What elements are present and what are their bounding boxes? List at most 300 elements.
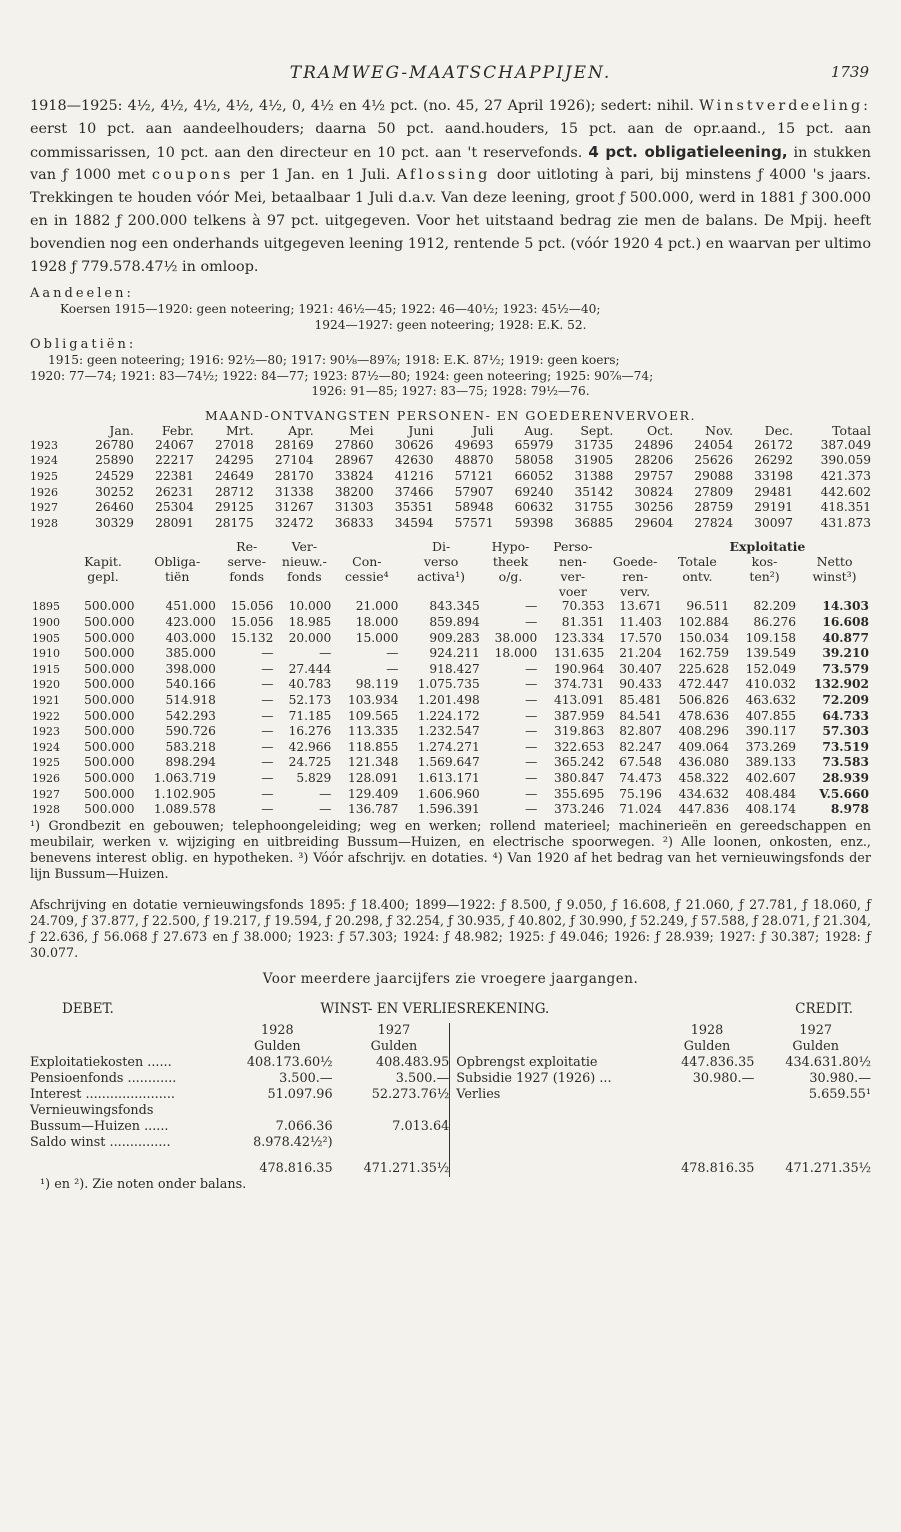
maand-header-row — [30, 423, 871, 438]
wv-debit-1928: 408.173.60½ — [246, 1054, 333, 1070]
maand-cell: 418.351 — [820, 500, 871, 515]
maand-cell: 32472 — [274, 515, 314, 530]
maand-year: 1927 — [30, 501, 58, 515]
exploit-year: 1926 — [32, 771, 60, 785]
exploit-year: 1925 — [32, 756, 60, 770]
maand-row — [30, 516, 871, 532]
maand-cell: 58948 — [454, 500, 494, 515]
wv-row — [30, 1055, 871, 1071]
exploit-cell: 139.549 — [745, 646, 797, 661]
exploit-cell: 14.303 — [822, 599, 869, 614]
maand-row — [30, 500, 871, 516]
exploit-cell: 898.294 — [165, 755, 216, 770]
exploit-cell: 113.335 — [347, 724, 399, 739]
exploit-cell: — — [261, 786, 274, 801]
exploit-row — [30, 709, 871, 725]
exploit-cell: 57.303 — [822, 724, 869, 739]
wv-row — [30, 1071, 871, 1087]
maand-cell: 22217 — [155, 453, 194, 468]
maand-cell: 38200 — [334, 484, 374, 499]
h-verv: verv. — [620, 584, 651, 600]
wv-d-1927: 1927 — [377, 1022, 411, 1038]
coupons-label: coupons — [151, 167, 234, 184]
exploit-cell: 67.548 — [619, 755, 662, 770]
exploit-cell: 40.783 — [288, 677, 332, 692]
exploit-cell: 40.877 — [822, 630, 869, 645]
exploit-table-body — [30, 599, 871, 817]
maand-cell: 24896 — [634, 437, 674, 452]
exploit-row — [30, 677, 871, 693]
exploit-cell: 18.985 — [288, 615, 332, 630]
month-header: Nov. — [705, 422, 734, 438]
wv-heading-row — [30, 1001, 871, 1023]
exploit-cell: 15.056 — [230, 615, 274, 630]
exploit-cell: 24.725 — [288, 755, 332, 770]
exploit-cell: 583.218 — [165, 739, 216, 754]
exploit-cell: 16.608 — [822, 615, 869, 630]
exploit-cell: 1.274.271 — [417, 739, 480, 754]
exploit-cell: 109.565 — [347, 708, 399, 723]
exploit-row — [30, 802, 871, 818]
h-activa: activa¹) — [417, 569, 466, 585]
exploit-row — [30, 724, 871, 740]
exploit-cell: 408.484 — [745, 786, 797, 801]
exploit-cell: 542.293 — [165, 708, 216, 723]
h-con: Con- — [352, 554, 382, 570]
maand-table-title: MAAND-ONTVANGSTEN PERSONEN- EN GOEDERENVERVOER. — [204, 407, 696, 423]
wv-debit-label: Bussum—Huizen ...... — [30, 1118, 169, 1134]
exploit-cell: 909.283 — [429, 630, 480, 645]
maand-cell: 29757 — [634, 469, 674, 484]
stukken-text: in stukken van ƒ 1000 met — [30, 144, 872, 184]
maand-header-year — [30, 423, 74, 438]
exploit-cell: 70.353 — [561, 599, 605, 614]
exploit-cell: — — [525, 770, 538, 785]
exploit-cell: 73.579 — [822, 661, 869, 676]
exploit-cell: 500.000 — [84, 677, 135, 692]
wv-debit-label: Exploitatiekosten ...... — [30, 1054, 172, 1070]
h-ren: ren- — [622, 569, 648, 585]
h-empty — [333, 584, 400, 599]
h-di: Di- — [431, 539, 451, 555]
exploit-row — [30, 615, 871, 631]
h-ontv: ontv. — [682, 569, 713, 585]
exploit-cell: 319.863 — [553, 724, 605, 739]
wv-credit-1927 — [754, 1119, 871, 1135]
exploit-cell: 15.056 — [230, 599, 274, 614]
maand-cell: 24067 — [155, 437, 194, 452]
maand-cell: 28712 — [214, 484, 254, 499]
exploit-cell: — — [525, 739, 538, 754]
exploit-cell: — — [525, 615, 538, 630]
exploit-cell: 500.000 — [84, 693, 135, 707]
exploit-cell: 500.000 — [84, 739, 135, 754]
exploit-cell: 118.855 — [347, 739, 399, 754]
h-empty — [30, 554, 69, 569]
exploit-header-row-1 — [30, 539, 871, 554]
maand-cell: 24054 — [694, 437, 734, 452]
month-header: Mei — [349, 422, 374, 438]
obligatien-heading: Obligatiën: — [30, 337, 137, 353]
exploit-cell: 410.032 — [745, 677, 797, 692]
maand-cell: 31905 — [574, 453, 614, 468]
exploit-row — [30, 740, 871, 756]
maand-cell: 31338 — [274, 484, 314, 499]
exploit-cell: — — [261, 739, 274, 754]
exploit-cell: 500.000 — [84, 770, 135, 785]
h-og: o/g. — [498, 569, 523, 585]
maand-cell: 36833 — [334, 515, 374, 530]
exploit-cell: 96.511 — [686, 599, 729, 614]
wv-credit: CREDIT. — [795, 1000, 853, 1017]
exploit-cell: 500.000 — [84, 802, 135, 817]
exploit-year: 1924 — [32, 740, 60, 754]
winst-verliesrekening — [30, 1001, 871, 1177]
exploit-cell: 514.918 — [165, 693, 216, 707]
wv-debet: DEBET. — [62, 1000, 114, 1017]
dividend-paragraph — [30, 95, 871, 278]
wv-gulden-row — [30, 1039, 871, 1055]
h-empty — [664, 584, 731, 599]
wv-d-1928: 1928 — [261, 1022, 294, 1038]
wv-debit-1928: 51.097.96 — [267, 1086, 333, 1102]
wv-credit-label: Subsidie 1927 (1926) ... — [456, 1070, 612, 1086]
exploit-row — [30, 771, 871, 787]
h-empty — [731, 584, 798, 599]
maand-cell: 390.059 — [820, 453, 871, 468]
exploit-cell: 355.695 — [553, 786, 605, 801]
afschrijving-paragraph: Afschrijving en dotatie vernieuwingsfonds 1895: ƒ 18.400; 1899—1922: ƒ 8.500, ƒ 9.050, ƒ 16.608, ƒ 21.060, ƒ 27.781, ƒ 18.060, ƒ 24.709, ƒ 37.877, ƒ 22.500, ƒ 19.217, ƒ 19.594, ƒ 20.298, ƒ 32.254, ƒ 30.935, ƒ 40.802, ƒ 30.990, ƒ 52.249, ƒ 57.588, ƒ 28.071, ƒ 21.304, ƒ 22.636, ƒ 56.068 ƒ 27.673 en ƒ 38.000; 1923: ƒ 57.303; 1924: ƒ 48.982; 1925: ƒ 49.046; 1926: ƒ 28.939; 1927: ƒ 30.387; 1928: ƒ 30.077. — [30, 896, 871, 960]
exploit-cell: 1.063.719 — [153, 770, 216, 785]
exploit-cell: 225.628 — [678, 661, 729, 676]
winstverdeeling-label: Winstverdeeling: — [699, 98, 872, 114]
exploit-cell: 500.000 — [84, 646, 135, 661]
h-obliga: Obliga- — [154, 554, 201, 570]
exploit-row — [30, 599, 871, 615]
maand-table-body — [30, 438, 871, 532]
maand-cell: 48870 — [454, 453, 494, 468]
exploit-row — [30, 693, 871, 709]
exploit-cell: 506.826 — [678, 693, 729, 707]
exploit-cell: 590.726 — [165, 724, 216, 739]
exploit-cell: 8.978 — [830, 802, 869, 817]
maand-cell: 25304 — [155, 500, 194, 515]
maand-cell: 31735 — [574, 437, 614, 452]
wv-credit-1928 — [654, 1135, 755, 1151]
h-fonds2: fonds — [287, 569, 322, 585]
exploit-cell: 18.000 — [494, 646, 538, 661]
maand-row — [30, 469, 871, 485]
exploit-cell: 1.606.960 — [417, 786, 480, 801]
h-totale: Totale — [678, 554, 717, 570]
exploit-cell: 132.902 — [813, 677, 869, 692]
exploit-cell: 436.080 — [678, 755, 729, 770]
wv-total-row — [30, 1151, 871, 1177]
month-header: Sept. — [580, 422, 614, 438]
exploit-cell: — — [386, 646, 399, 661]
wv-body — [30, 1055, 871, 1151]
obligatien-koersen-2: 1920: 77—74; 1921: 83—74½; 1922: 84—77; 1923: 87½—80; 1924: geen noteering; 1925: 90⅞—74; — [30, 368, 654, 383]
month-header: Aug. — [524, 422, 554, 438]
wv-total-d-1927: 471.271.35½ — [363, 1160, 450, 1176]
h-empty — [482, 584, 540, 599]
maand-year: 1926 — [30, 485, 58, 499]
h-voer: voer — [558, 584, 587, 600]
maand-cell: 27104 — [274, 453, 314, 468]
wv-credit-label — [456, 1103, 653, 1119]
maand-cell: 26460 — [95, 500, 134, 515]
h-empty — [400, 584, 481, 599]
exploit-cell: 152.049 — [745, 661, 797, 676]
exploit-cell: 73.519 — [822, 739, 869, 754]
aflossing-text: door uitloting à pari, bij minstens ƒ 4000 's jaars. Trekkingen te houden vóór Mei, betaalbaar 1 Juli d.a.v. Van deze leening, groot ƒ 500.000, werd in 1881 ƒ 300.000 en in 1882 ƒ 200.000 telkens à 97 pct. uitgegeven. Voor het uitstaand bedrag zie men de balans. De Mpij. heeft bovendien nog een onderhands uitgegeven leening 1912, rentende 5 pct. (vóór 1920 4 pct.) en waarvan per ultimo 1928 ƒ 779.578.47½ in omloop. — [30, 167, 871, 275]
wv-d-gulden: Gulden — [254, 1038, 301, 1054]
wv-empty — [456, 1023, 653, 1039]
exploit-cell: — — [319, 802, 332, 817]
maand-cell: 60632 — [514, 500, 554, 515]
maand-cell: 24295 — [214, 453, 254, 468]
aandeelen-koersen-1: Koersen 1915—1920: geen noteering; 1921: 46½—45; 1922: 46—40½; 1923: 45½—40; — [60, 302, 601, 317]
wv-debit-1927: 52.273.76½ — [371, 1086, 450, 1102]
exploit-header-row-4 — [30, 584, 871, 599]
obligatien-koersen-3: 1926: 91—85; 1927: 83—75; 1928: 79½—76. — [311, 384, 590, 399]
exploit-cell: 150.034 — [678, 630, 729, 645]
exploit-cell: 81.351 — [561, 615, 605, 630]
exploit-cell: 373.269 — [745, 739, 797, 754]
exploit-cell: 5.829 — [296, 770, 332, 785]
month-header: Febr. — [161, 422, 194, 438]
footnote-3: ³) Vóór afschrijv. en dotaties. — [298, 850, 488, 866]
maand-cell: 30097 — [754, 515, 794, 530]
exploit-cell: 75.196 — [619, 786, 662, 801]
aflossing-label: Aflossing — [396, 167, 491, 184]
exploit-cell: 500.000 — [84, 599, 135, 614]
h-gepl: gepl. — [87, 569, 119, 585]
wv-debit-label: Saldo winst ............... — [30, 1134, 171, 1150]
wv-credit-label — [456, 1119, 653, 1135]
coupons-text: per 1 Jan. en 1 Juli. — [239, 167, 391, 184]
maand-cell: 26172 — [754, 437, 794, 452]
month-header: Juli — [472, 422, 494, 438]
wv-debit-1927: 7.013.64 — [392, 1118, 450, 1134]
exploit-cell: 1.232.547 — [417, 724, 480, 739]
running-title: TRAMWEG-MAATSCHAPPIJEN. — [289, 63, 612, 83]
maand-year: 1924 — [30, 454, 58, 468]
exploit-cell: — — [525, 786, 538, 801]
obligatieleening-label: 4 pct. obligatieleening, — [588, 142, 788, 161]
wv-debit-1928: 8.978.42½²) — [253, 1134, 333, 1150]
wv-credit-1927 — [754, 1103, 871, 1119]
maand-cell: 31755 — [574, 500, 614, 515]
maand-row — [30, 438, 871, 454]
exploit-cell: — — [525, 677, 538, 692]
exploit-cell: 403.000 — [165, 630, 216, 645]
exploit-cell: 1.569.647 — [417, 755, 480, 770]
exploit-year: 1920 — [32, 678, 60, 692]
exploit-cell: 64.733 — [822, 708, 869, 723]
exploit-cell: 1.102.905 — [153, 786, 216, 801]
exploit-cell: 451.000 — [165, 599, 216, 614]
wv-debit-1927 — [333, 1103, 450, 1119]
winstverdeeling-text: eerst 10 pct. aan aandeelhouders; daarna 50 pct. aand.houders, 15 pct. aan de opr.aand., 15 pct. aan commissarissen, 10 pct. aan den directeur en 10 pct. aan 't reservefonds. — [30, 120, 871, 161]
exploit-cell: 843.345 — [429, 599, 480, 614]
dividend-history: 1918—1925: 4½, 4½, 4½, 4½, 4½, 0, 4½ en 4½ pct. (no. 45, 27 April 1926); sedert: nihil. — [30, 98, 694, 114]
aandeelen-koersen-2: 1924—1927: geen noteering; 1928: E.K. 52. — [314, 317, 587, 332]
month-header: Apr. — [288, 422, 314, 438]
exploit-cell: 82.807 — [619, 724, 662, 739]
maand-year: 1923 — [30, 438, 58, 452]
aandeelen-heading: Aandeelen: — [30, 286, 134, 302]
maand-cell: 26231 — [155, 484, 194, 499]
exploit-cell: 73.583 — [822, 755, 869, 770]
wv-debit-1927: 408.483.95 — [376, 1054, 450, 1070]
exploit-header-row-3 — [30, 569, 871, 584]
exploit-cell: 409.064 — [678, 739, 729, 754]
exploit-cell: 38.000 — [494, 630, 538, 645]
exploit-cell: — — [319, 646, 332, 661]
wv-empty — [30, 1039, 216, 1055]
exploit-cell: 408.296 — [678, 724, 729, 739]
wv-footnote: ¹) en ²). Zie noten onder balans. — [40, 1176, 247, 1192]
exploit-cell: 11.403 — [619, 615, 662, 630]
month-header: Mrt. — [225, 422, 254, 438]
wv-empty — [30, 1023, 216, 1039]
exploit-cell: — — [261, 724, 274, 739]
wv-empty — [456, 1151, 653, 1177]
wv-credit-label — [456, 1135, 653, 1151]
maand-row — [30, 453, 871, 469]
exploit-row — [30, 631, 871, 647]
exploit-cell: 380.847 — [553, 770, 605, 785]
exploit-cell: — — [525, 802, 538, 817]
wv-debit-1927 — [333, 1135, 450, 1151]
exploit-cell: 1.596.391 — [417, 802, 480, 817]
maand-cell: 33824 — [334, 469, 374, 484]
maand-cell: 41216 — [394, 469, 434, 484]
maand-cell: 29481 — [754, 484, 794, 499]
wv-c-gulden: Gulden — [683, 1038, 731, 1054]
wv-debit-1928 — [216, 1103, 333, 1119]
exploit-cell: 407.855 — [745, 708, 797, 723]
h-empty — [30, 569, 69, 584]
maand-cell: 24649 — [214, 469, 254, 484]
exploit-cell: — — [319, 786, 332, 801]
wv-credit-1928 — [654, 1103, 755, 1119]
h-kapit: Kapit. — [84, 554, 122, 570]
exploit-cell: 42.966 — [288, 739, 332, 754]
exploit-cell: 98.119 — [355, 677, 399, 692]
exploit-cell: 859.894 — [429, 615, 480, 630]
wv-row — [30, 1103, 871, 1119]
maand-cell: 26780 — [95, 437, 134, 452]
exploit-cell: — — [525, 755, 538, 770]
exploit-cell: 86.276 — [753, 615, 797, 630]
maand-cell: 34594 — [394, 515, 434, 530]
maand-cell: 27809 — [694, 484, 734, 499]
exploit-cell: 500.000 — [84, 755, 135, 770]
exploit-cell: 71.185 — [288, 708, 332, 723]
wv-debit-1928: 7.066.36 — [275, 1118, 333, 1134]
exploit-cell: 71.024 — [619, 802, 662, 817]
exploit-year: 1895 — [32, 600, 60, 614]
maand-cell: 26292 — [754, 453, 794, 468]
maand-cell: 69240 — [514, 484, 554, 499]
wv-debit-1928: 3.500.— — [279, 1070, 333, 1086]
exploit-cell: 85.481 — [619, 693, 662, 707]
maand-cell: 37466 — [394, 484, 434, 499]
exploit-cell: 28.939 — [822, 770, 869, 785]
maand-ontvangsten-table — [30, 408, 871, 532]
maand-cell: 65979 — [514, 437, 554, 452]
exploit-cell: 385.000 — [165, 646, 216, 661]
exploit-year: 1915 — [32, 662, 60, 676]
wv-credit-1927: 30.980.— — [809, 1070, 871, 1086]
exploit-cell: 123.334 — [553, 630, 605, 645]
month-header: Juni — [408, 422, 434, 438]
exploit-cell: 90.433 — [619, 677, 662, 692]
wv-credit-1928: 30.980.— — [692, 1070, 755, 1086]
exploit-cell: — — [261, 802, 274, 817]
h-nieuw: nieuw.- — [281, 554, 327, 570]
maand-cell: 29088 — [694, 469, 734, 484]
wv-debit-label: Pensioenfonds ............ — [30, 1070, 177, 1086]
h-tien: tiën — [164, 569, 190, 585]
exploit-cell: 540.166 — [165, 677, 216, 692]
wv-year-row — [30, 1023, 871, 1039]
exploit-cell: 365.242 — [553, 755, 605, 770]
exploit-year: 1927 — [32, 787, 60, 801]
h-empty — [30, 584, 69, 599]
wv-credit-1927: 5.659.55¹ — [808, 1086, 871, 1102]
maand-cell: 31303 — [334, 500, 374, 515]
exploit-cell: 128.091 — [347, 770, 399, 785]
maand-cell: 442.602 — [820, 484, 871, 499]
exploitatie-table — [30, 539, 871, 817]
h-empty — [137, 539, 218, 554]
exploit-cell: 500.000 — [84, 630, 135, 645]
maand-year: 1925 — [30, 470, 58, 484]
wv-row — [30, 1087, 871, 1103]
exploit-cell: — — [261, 770, 274, 785]
maand-cell: 30256 — [634, 500, 674, 515]
h-ten: ten²) — [749, 569, 780, 585]
h-empty — [30, 539, 69, 554]
exploit-cell: 30.407 — [619, 661, 662, 676]
exploit-cell: 13.671 — [619, 599, 662, 614]
wv-credit-1928 — [654, 1119, 755, 1135]
wv-c-1927: 1927 — [799, 1022, 832, 1038]
maand-cell: 30329 — [95, 515, 134, 530]
maand-cell: 27860 — [334, 437, 374, 452]
maand-cell: 28175 — [214, 515, 254, 530]
exploit-cell: 102.884 — [678, 615, 729, 630]
maand-cell: 387.049 — [820, 437, 871, 452]
maand-cell: 57907 — [454, 484, 494, 499]
exploit-cell: 472.447 — [678, 677, 729, 692]
h-empty — [798, 584, 871, 599]
footnotes — [30, 819, 871, 883]
exploit-cell: — — [525, 693, 538, 707]
exploit-cell: — — [525, 599, 538, 614]
exploit-cell: 402.607 — [745, 770, 797, 785]
exploit-year: 1922 — [32, 709, 60, 723]
wv-d-gulden: Gulden — [370, 1038, 418, 1054]
exploit-cell: 390.117 — [745, 724, 797, 739]
exploit-cell: 16.276 — [288, 724, 332, 739]
exploit-cell: — — [261, 677, 274, 692]
exploit-cell: 27.444 — [288, 661, 332, 676]
wv-empty — [456, 1039, 653, 1055]
